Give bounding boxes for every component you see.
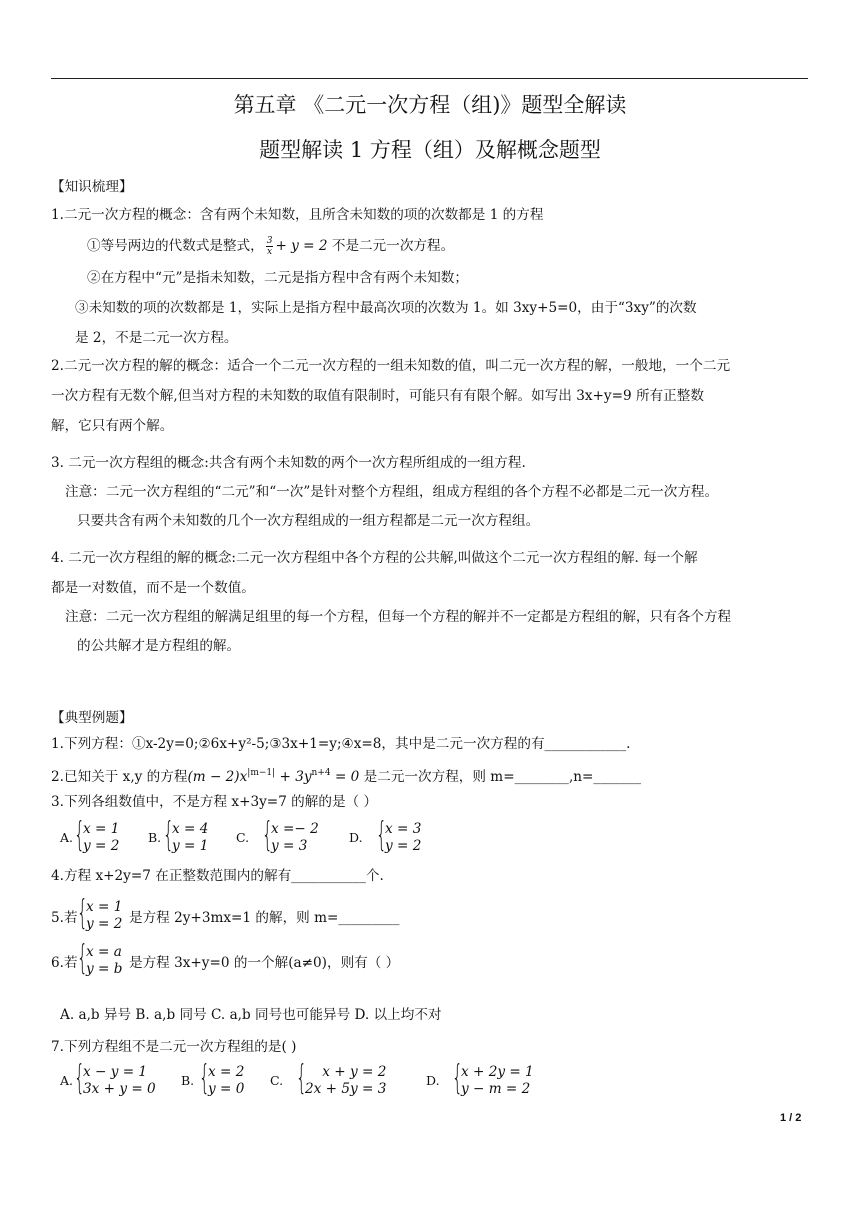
knowledge-item-1c-line1: ③未知数的项的次数都是 1，实际上是指方程中最高次项的次数为 1。如 3xy+5=0，由于“3xy”的次数 (75, 300, 697, 316)
q3-option-c-label: C. (236, 830, 250, 845)
knowledge-item-3-note2: 只要共含有两个未知数的几个一次方程组成的一组方程都是二元一次方程组。 (77, 513, 540, 529)
question-6-options: A. a,b 异号 B. a,b 同号 C. a,b 同号也可能异号 D. 以上均不对 (60, 1007, 442, 1023)
question-2: 2.已知关于 x,y 的方程$(m - 2)x^{|m-1|} + 3y^{n+4} = 0$ 是二元一次方程，则 m=________,n=_______ (51, 768, 641, 785)
knowledge-item-2-line1: 2.二元一次方程的解的概念：适合一个二元一次方程的一组未知数的值，叫二元一次方程的解，一般地，一个二元 (51, 358, 731, 374)
q7-option-d-label: D. (426, 1073, 440, 1088)
question-4: 4.方程 x+2y=7 在正整数范围内的解有___________个. (51, 868, 384, 884)
question-5-prefix: 5.若 (51, 910, 78, 926)
knowledge-item-1: 1.二元一次方程的概念：含有两个未知数，且所含未知数的项的次数都是 1 的方程 (51, 207, 544, 223)
q3-option-d-label: D. (349, 830, 363, 845)
knowledge-item-2-line3: 解，它只有两个解。 (51, 418, 174, 434)
knowledge-item-4-line2: 都是一对数值，而不是一个数值。 (51, 580, 255, 596)
question-5-text: 是方程 2y+3mx=1 的解，则 m=_________ (129, 910, 400, 926)
question-6-prefix: 6.若 (51, 955, 78, 971)
question-6-text: 是方程 3x+y=0 的一个解(a≠0)，则有（ ） (129, 955, 400, 971)
knowledge-item-4-note1: 注意：二元一次方程组的解满足组里的每一个方程，但每一个方程的解并不一定都是方程组的解，只有各个方程 (65, 609, 732, 625)
q3-option-b-label: B. (148, 830, 162, 845)
question-3: 3.下列各组数值中，不是方程 x+3y=7 的解的是（ ） (51, 794, 378, 810)
knowledge-item-1b: ②在方程中“元”是指未知数，二元是指方程中含有两个未知数； (87, 270, 468, 286)
question-1: 1.下列方程：①x-2y=0;②6x+y²-5;③3x+1=y;④x=8，其中是二元一次方程的有____________. (51, 736, 631, 752)
knowledge-item-1c-line2: 是 2，不是二元一次方程。 (75, 330, 238, 346)
q7-option-a-label: A. (60, 1073, 74, 1088)
q3-option-a-label: A. (60, 830, 74, 845)
knowledge-item-3-note1: 注意：二元一次方程组的“二元”和“一次”是针对整个方程组，组成方程组的各个方程不必都是二元一次方程。 (65, 484, 719, 500)
knowledge-item-4-line1: 4. 二元一次方程组的解的概念:二元一次方程组中各个方程的公共解,叫做这个二元一次方程组的解. 每一个解 (51, 550, 698, 566)
examples-heading: 【典型例题】 (51, 710, 133, 726)
page-number: 1 / 2 (780, 1112, 802, 1124)
q7-option-c-label: C. (270, 1073, 284, 1088)
knowledge-item-3-line1: 3. 二元一次方程组的概念:共含有两个未知数的两个一次方程所组成的一组方程. (51, 455, 526, 471)
knowledge-item-2-line2: 一次方程有无数个解,但当对方程的未知数的取值有限制时，可能只有有限个解。如写出 3x+y=9 所有正整数 (51, 388, 704, 404)
page-title: 第五章 《二元一次方程（组)》题型全解读 (233, 93, 627, 117)
header-rule (51, 78, 808, 79)
q7-option-b-label: B. (181, 1073, 195, 1088)
page-subtitle: 题型解读 1 方程（组）及解概念题型 (259, 138, 601, 162)
knowledge-heading: 【知识梳理】 (51, 179, 133, 195)
knowledge-item-1a: ①等号两边的代数式是整式， $\frac{3}{x}$ + y = 2 不是二元一次方程。 (87, 236, 455, 257)
knowledge-item-4-note2: 的公共解才是方程组的解。 (77, 638, 241, 654)
question-7: 7.下列方程组不是二元一次方程组的是( ) (51, 1039, 297, 1055)
fraction-3-over-x: $\frac{3}{x}$ (266, 236, 273, 257)
